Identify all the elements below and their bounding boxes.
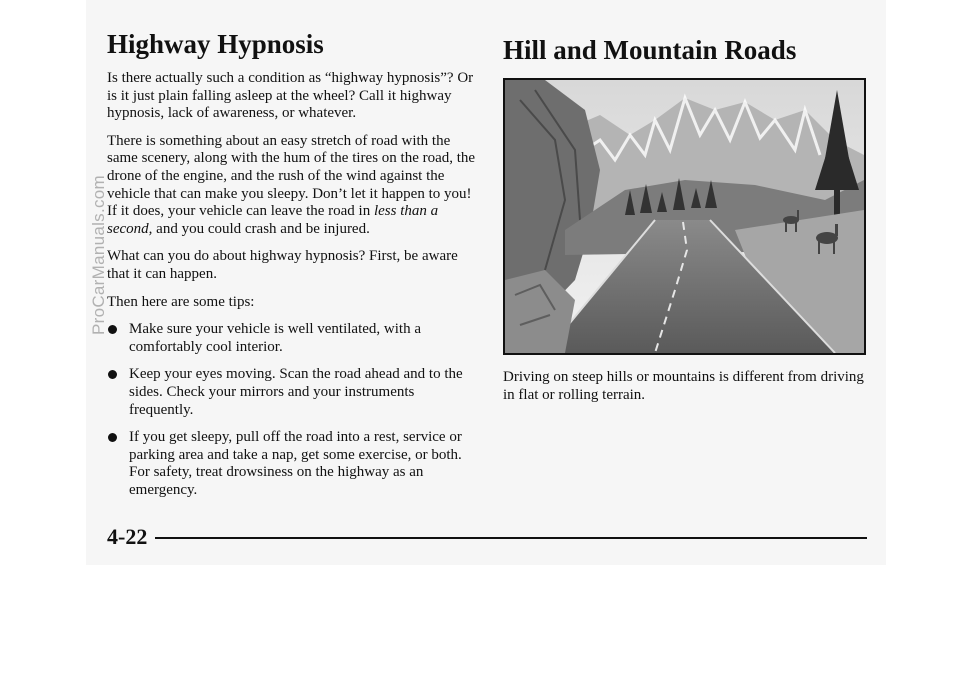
tip-text: Make sure your vehicle is well ventilated, with a comfortably cool interior.	[129, 321, 421, 355]
list-item	[107, 429, 479, 499]
paragraph-scenery	[107, 133, 479, 239]
list-item	[107, 321, 479, 356]
paragraph-intro: Is there actually such a condition as “highway hypnosis”? Or is it just plain falling asleep at the wheel? Call it highway hypnosis, lack of awareness, or whatever.	[107, 70, 474, 122]
tips-list	[107, 321, 479, 499]
paragraph-what-can-you-do: What can you do about highway hypnosis? First, be aware that it can happen.	[107, 248, 458, 282]
paragraph-tips-intro: Then here are some tips:	[107, 293, 255, 310]
highway-hypnosis-section	[107, 28, 479, 509]
bullet-icon	[108, 370, 117, 379]
page-footer	[107, 522, 867, 552]
mountain-road-drawing	[505, 80, 864, 353]
tip-text: Keep your eyes moving. Scan the road ahead and to the sides. Check your mirrors and your instruments frequently.	[129, 366, 463, 418]
list-item	[107, 366, 479, 419]
bullet-icon	[108, 433, 117, 442]
section-title-hill-mountain-roads: Hill and Mountain Roads	[503, 35, 797, 65]
mountain-road-illustration	[503, 78, 866, 355]
bullet-icon	[108, 325, 117, 334]
paragraph-scenery-end: and you could crash and be injured.	[152, 220, 370, 237]
hill-mountain-section	[503, 28, 873, 414]
paragraph-hill-driving: Driving on steep hills or mountains is different from driving in flat or rolling terrain.	[503, 369, 864, 403]
section-title-highway-hypnosis: Highway Hypnosis	[107, 29, 324, 59]
emphasis-less-than-a-second: less than a second,	[107, 203, 439, 237]
page-number: 4-22	[107, 524, 148, 549]
watermark-text: ProCarManuals.com	[89, 174, 109, 336]
paragraph-scenery-text: There is something about an easy stretch of road with the same scenery, along with the hum of the tires on the road, the drone of the engine, and the rush of the wind against the vehicle that can make you sleepy. Don’t let it happen to you! If it does, your vehicle can leave the road in	[107, 132, 476, 220]
tip-text: If you get sleepy, pull off the road into a rest, service or parking area and take a nap, get some exercise, or both. For safety, treat drowsiness on the highway as an emergency.	[129, 429, 462, 498]
footer-rule	[155, 537, 867, 539]
